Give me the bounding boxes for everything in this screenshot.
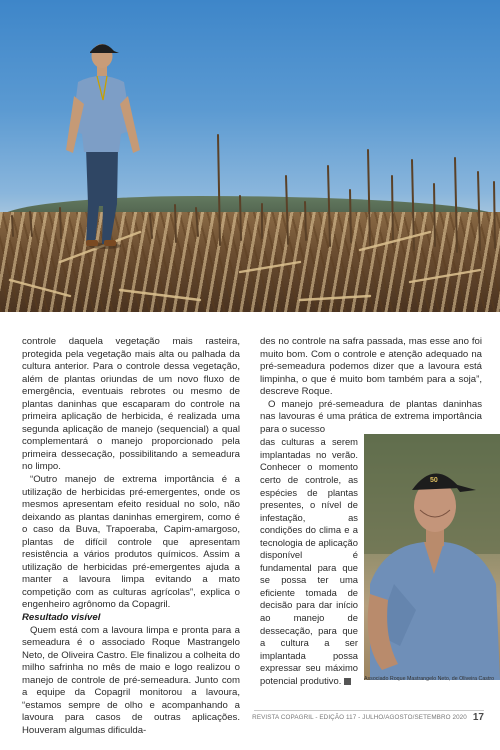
hero-illustration [0,0,500,312]
paragraph-intro-continuation: controle daquela vegetação mais rasteira, protegida pela vegetação mais alta ou palhada da cultura anterior. Para o controle dessa vegetação, além de plantas oriundas de um novo fluxo de emergência, eventuais rebrotes ou mesmo de plantas daninhas que escaparam do controle na primeira aplicação de herbicida, é realizada uma segunda aplicação de manejo (sequencial) a qual complementará o manejo proporcionado pela primeira dessecação, possibilitando a semeadura no limpo. [22,336,240,473]
cap-logo: 50 [430,477,438,484]
paragraph-resultado-visivel: Quem está com a lavoura limpa e pronta para a semeadura é o associado Roque Mastrangelo Neto, de Oliveira Castro. Ele finalizou a colheita do milho safrinha no mês de maio e logo realizou o manejo de controle de pré-semeadura. Junto com a equipe da Copagril monitorou a lavoura, “estamos sempre de olho e acompanhando a lavoura para casos de outras aplicações. Houveram algumas dificulda- [22,624,240,736]
paragraph-manejo-continuation [260,436,358,687]
hero-photo [0,0,500,312]
end-of-article-mark [344,678,351,685]
narrow-text: das culturas a serem implantadas no verão. Conhecer o momento certo de controle, as espécies de plantas presentes, o nível de infestação, as condições do clima e a tecnologia de aplicação disponível é fundamental para que se possa ter uma eficiente tomada de decisão para dar início ao manejo de dessecação, para que a cultura a ser implantada possa expressar seu máximo potencial produtivo. [260,436,358,686]
portrait-illustration [364,434,500,680]
paragraph-manejo-intro: O manejo pré-semeadura de plantas daninhas nas lavouras é uma prática de extrema importância para o sucesso [260,398,482,435]
section-subhead: Resultado visível [22,612,101,624]
paragraph-roque-quote-end: des no controle na safra passada, mas esse ano foi muito bom. Com o controle e atenção adequado na pré-semeadura podemos dizer que a lavoura está limpinha, o que é muito bom também para a soja”, descreve Roque. [260,336,482,398]
photo-caption: Associado Roque Mastrangelo Neto, de Oliveira Castro [364,676,495,682]
dry-leaves [10,232,480,300]
paragraph-quote-preemergentes: “Outro manejo de extrema importância é a utilização de herbicidas pré-emergentes, onde os mesmos apresentam efeito residual no solo, não deixando as plantas daninhas emergirem, como é o caso da Buva, Trapoeraba, Capim-amargoso, plantas de difícil controle que apresentam resistência a vários produtos químicos. Assim a utilização de herbicidas pré-emergentes ajuda a manter a lavoura limpa evitando a mato competição com as culturas agrícolas”, explica o engenheiro agrônomo da Copagril. [22,474,240,611]
page-number: 17 [472,712,484,723]
page-footer [254,710,484,724]
walking-farmer [66,44,140,249]
portrait-photo [364,434,500,680]
magazine-issue-label: REVISTA COPAGRIL - EDIÇÃO 117 - JULHO/AGOSTO/SETEMBRO 2020 [252,714,467,721]
article-column-left [22,336,240,738]
